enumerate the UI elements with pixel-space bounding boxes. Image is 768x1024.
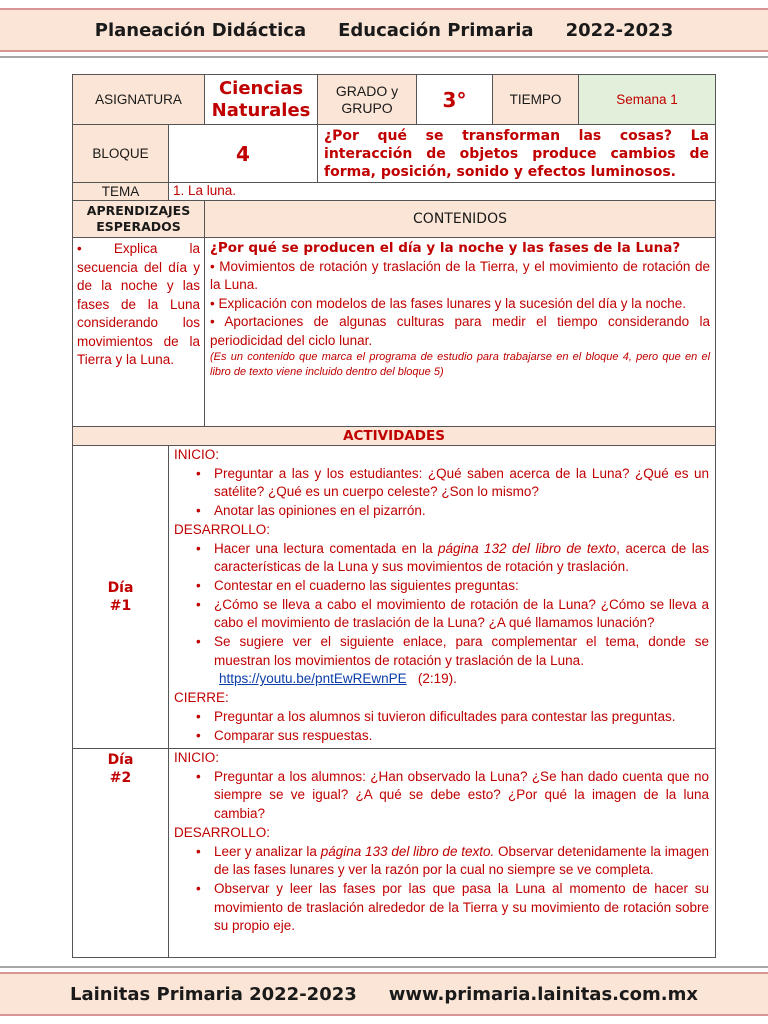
subject-name: Ciencias Naturales [205, 75, 318, 125]
desarrollo-label: DESARROLLO: [174, 521, 271, 537]
content-row [73, 238, 716, 427]
list-item: • Contestar en el cuaderno las siguientes preguntas: [196, 577, 519, 593]
list-item: • Preguntar a las y los estudiantes: ¿Qué saben acerca de la Luna? ¿Qué es un satélite? ¿Qué es un cuerpo celeste? ¿Son lo mismo? [196, 465, 710, 500]
aprendizaje-text: • Explica la secuencia del día y de la noche y las fases de la Luna considerando los movimientos de la Tierra y la Luna. [73, 238, 205, 427]
cierre-label: CIERRE: [174, 690, 229, 706]
grado-value: 3° [417, 75, 493, 125]
dia1-row [73, 446, 716, 749]
desarrollo-list [174, 540, 709, 671]
list-item: • Hacer una lectura comentada en la página 132 del libro de texto, acerca de las características de la Luna y sus movimientos de rotación y traslación. [196, 540, 709, 575]
contenidos-body [205, 238, 716, 427]
list-item: • Preguntar a los alumnos si tuvieron dificultades para contestar las preguntas. [196, 708, 676, 724]
list-item: • ¿Cómo se lleva a cabo el movimiento de rotación de la Luna? ¿Cómo se lleva a cabo el movimiento de traslación de la Luna? ¿A qué llamamos lunación? [196, 596, 710, 631]
list-item: • Comparar sus respuestas. [196, 727, 373, 743]
dia1-label: Día #1 [73, 446, 169, 749]
list-item: • Se sugiere ver el siguiente enlace, para complementar el tema, donde se muestran los movimientos de rotación y traslación de la Luna. [196, 634, 710, 668]
list-item: • Observar y leer las fases por las que pasa la Luna al momento de hacer su movimiento de traslación alrededor de la Tierra y su movimiento de rotación sobre su propio eje. [196, 880, 710, 934]
dia2-row [73, 749, 716, 958]
footer-divider [0, 966, 768, 968]
subject-row [73, 75, 716, 125]
header-year: 2022-2023 [565, 19, 674, 41]
list-item: • Anotar las opiniones en el pizarrón. [196, 503, 426, 519]
dia1-activities [169, 446, 716, 749]
list-item: • Preguntar a los alumnos: ¿Han observado la Luna? ¿Se han dado cuenta que no siempre se ve igual? ¿A qué se debe esto? ¿Por qué la imagen de la luna cambia? [196, 768, 710, 822]
cierre-list [174, 708, 709, 745]
inicio-label: INICIO: [174, 750, 220, 765]
aprendizajes-header: APRENDIZAJES ESPERADOS [73, 201, 205, 238]
tema-value: 1. La luna. [169, 183, 716, 201]
bloque-row [73, 125, 716, 183]
list-item: • Leer y analizar la página 133 del libro de texto. Observar detenidamente la imagen de las fases lunares y ver la razón por la cual no siempre se ve completa. [196, 843, 710, 878]
dia2-activities [169, 749, 716, 958]
actividades-header: ACTIVIDADES [73, 427, 716, 446]
footer-banner [0, 972, 768, 1016]
header-title: Planeación Didáctica [94, 19, 307, 41]
inicio-list [174, 768, 709, 824]
desarrollo-list [174, 843, 709, 937]
contenidos-item: • Explicación con modelos de las fases lunares y la sucesión del día y la noche. [210, 295, 687, 311]
bloque-label: BLOQUE [73, 125, 169, 183]
dia2-label: Día #2 [73, 749, 169, 958]
footer-name: Lainitas Primaria 2022-2023 [70, 983, 357, 1005]
video-duration: (2:19). [417, 671, 457, 687]
desarrollo-label: DESARROLLO: [174, 824, 271, 840]
textbook-reference: página 133 del libro de texto. [320, 843, 495, 859]
video-link-line [174, 670, 709, 689]
contenidos-header: CONTENIDOS [205, 201, 716, 238]
footer-url[interactable]: www.primaria.lainitas.com.mx [388, 983, 698, 1005]
tema-label: TEMA [73, 183, 169, 201]
contenidos-item: • Movimientos de rotación y traslación de la Tierra, y el movimiento de rotación de la Luna. [210, 258, 711, 292]
contenidos-note: (Es un contenido que marca el programa de estudio para trabajarse en el bloque 4, pero que en el libro de texto viene incluido dentro del bloque 5) [210, 351, 711, 378]
textbook-reference: página 132 del libro de texto [438, 540, 617, 556]
header-banner [0, 8, 768, 52]
bloque-number: 4 [169, 125, 318, 183]
contenidos-question: ¿Por qué se producen el día y la noche y las fases de la Luna? [210, 240, 681, 256]
video-link[interactable]: https://youtu.be/pntEwREwnPE [219, 671, 407, 687]
tiempo-value: Semana 1 [579, 75, 716, 125]
grado-label: GRADO y GRUPO [318, 75, 417, 125]
header-divider [0, 56, 768, 58]
inicio-list [174, 465, 709, 521]
bloque-description: ¿Por qué se transforman las cosas? La interacción de objetos produce cambios de forma, posición, sonido y efectos luminosos. [318, 125, 716, 183]
contenidos-item: • Aportaciones de algunas culturas para medir el tiempo considerando la periodicidad del ciclo lunar. [210, 314, 711, 348]
planning-table [72, 74, 716, 958]
header-level: Educación Primaria [338, 19, 534, 41]
actividades-row [73, 427, 716, 446]
tiempo-label: TIEMPO [493, 75, 579, 125]
asignatura-label: ASIGNATURA [73, 75, 205, 125]
section-headers-row [73, 201, 716, 238]
inicio-label: INICIO: [174, 447, 220, 462]
tema-row [73, 183, 716, 201]
